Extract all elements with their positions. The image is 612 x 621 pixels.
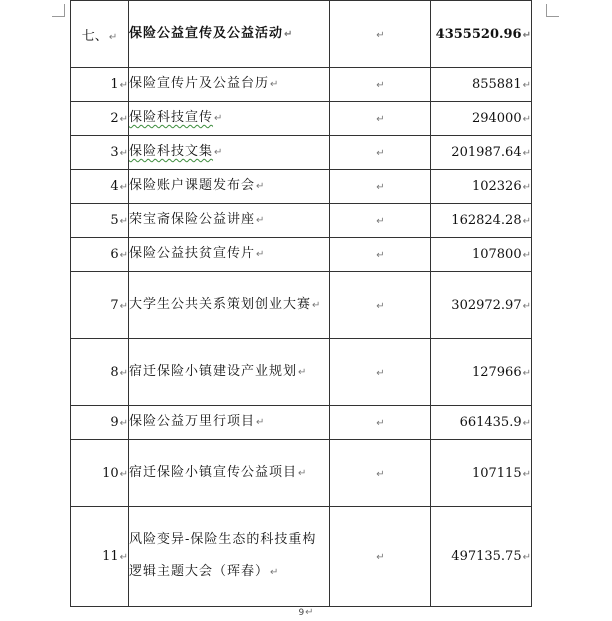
row-amount-cell [431,102,532,136]
table-row [71,272,532,339]
row-number-cell [71,102,129,136]
cell-end-mark: ↵ [376,300,385,312]
row-number-cell [71,238,129,272]
row-empty-cell [330,507,431,607]
row-number: 8 [110,364,119,380]
row-number-cell [71,406,129,440]
row-amount: 107800 [471,247,522,262]
row-empty-cell [330,339,431,406]
row-amount-cell [431,136,532,170]
paragraph-mark: ↵ [522,80,531,91]
row-number: 10 [102,465,119,481]
row-name: 保险公益万里行项目 [129,414,256,429]
section-number: 七、 [81,28,108,44]
row-empty-cell [330,440,431,507]
cell-end-mark: ↵ [376,552,385,563]
table-row [71,170,532,204]
table-row [71,507,532,607]
section-title-cell [129,1,330,68]
section-title: 保险公益宣传及公益活动 [129,25,284,41]
section-amount: 4355520.96 [435,26,522,42]
table-row [71,68,532,102]
paragraph-mark: ↵ [214,113,224,124]
cell-end-mark: ↵ [376,468,385,480]
row-amount: 107115 [471,465,522,481]
paragraph-mark: ↵ [119,114,128,125]
row-name: 保险科技文集 [129,144,214,159]
row-number-cell [71,170,129,204]
row-number-cell [71,204,129,238]
budget-table [70,0,532,607]
row-number-cell [71,440,129,507]
row-amount-cell [431,339,532,406]
table-row [71,238,532,272]
row-number-cell [71,339,129,406]
row-empty-cell [330,136,431,170]
paragraph-mark: ↵ [119,468,128,480]
table-row [71,339,532,406]
row-number: 4 [110,179,119,194]
row-number: 2 [110,111,119,126]
row-name-cell [129,238,330,272]
cell-end-mark: ↵ [376,80,385,91]
row-amount: 162824.28 [451,213,522,228]
paragraph-mark: ↵ [522,182,531,193]
row-amount-cell [431,272,532,339]
paragraph-mark: ↵ [256,249,266,260]
crop-mark-top-right [546,4,559,17]
row-number-cell [71,68,129,102]
section-empty-cell [330,1,431,68]
cell-end-mark: ↵ [376,367,385,379]
cell-end-mark: ↵ [376,250,385,261]
row-name: 风险变异-保险生态的科技重构逻辑主题大会（珲春） [129,532,317,579]
row-empty-cell [330,68,431,102]
paragraph-mark: ↵ [119,80,128,91]
paragraph-mark: ↵ [284,28,294,40]
row-empty-cell [330,272,431,339]
section-row [71,1,532,68]
row-number-cell [71,272,129,339]
row-name: 保险账户课题发布会 [129,178,256,193]
row-amount: 855881 [471,77,522,92]
cell-end-mark: ↵ [376,182,385,193]
cell-end-mark: ↵ [108,31,118,43]
row-name-cell [129,136,330,170]
row-name-cell [129,339,330,406]
paragraph-mark: ↵ [119,182,128,193]
paragraph-mark: ↵ [522,148,531,159]
paragraph-mark: ↵ [522,552,531,563]
row-name: 荣宝斋保险公益讲座 [129,212,256,227]
cell-end-mark: ↵ [376,216,385,227]
table-row [71,204,532,238]
row-amount-cell [431,170,532,204]
paragraph-mark: ↵ [522,300,531,312]
paragraph-mark: ↵ [305,607,314,618]
section-number-cell [71,1,129,68]
row-empty-cell [330,170,431,204]
table-row [71,102,532,136]
row-number: 3 [110,145,119,160]
row-amount: 294000 [471,111,522,126]
row-amount-cell [431,406,532,440]
paragraph-mark: ↵ [522,114,531,125]
row-amount: 127966 [471,364,522,380]
row-number: 11 [102,549,119,564]
row-amount-cell [431,68,532,102]
row-name: 宿迁保险小镇宣传公益项目 [129,464,298,480]
paragraph-mark: ↵ [119,216,128,227]
row-name: 保险宣传片及公益台历 [129,76,270,91]
paragraph-mark: ↵ [522,468,531,480]
row-empty-cell [330,406,431,440]
row-name-cell [129,507,330,607]
row-amount-cell [431,204,532,238]
table-row [71,406,532,440]
paragraph-mark: ↵ [256,181,266,192]
row-amount-cell [431,238,532,272]
row-name-cell [129,406,330,440]
page-number: 9 [298,608,305,618]
row-number: 5 [110,213,119,228]
row-number: 1 [110,77,119,92]
row-name-cell [129,204,330,238]
row-amount: 661435.9 [459,415,522,430]
page-footer [0,607,612,618]
paragraph-mark: ↵ [119,148,128,159]
row-empty-cell [330,102,431,136]
row-name-cell [129,440,330,507]
row-number: 6 [110,247,119,262]
row-name: 保险科技宣传 [129,110,214,125]
table-row [71,136,532,170]
paragraph-mark: ↵ [522,418,531,429]
paragraph-mark: ↵ [256,417,266,428]
row-number: 9 [110,415,119,430]
row-name: 大学生公共关系策划创业大赛 [129,296,312,312]
paragraph-mark: ↵ [119,552,128,563]
paragraph-mark: ↵ [119,367,128,379]
row-amount: 302972.97 [451,297,522,313]
row-amount-cell [431,440,532,507]
cell-end-mark: ↵ [376,114,385,125]
row-name-cell [129,68,330,102]
crop-mark-top-left [52,4,65,17]
row-name-cell [129,170,330,204]
row-amount: 201987.64 [451,145,522,160]
paragraph-mark: ↵ [522,367,531,379]
row-name: 宿迁保险小镇建设产业规划 [129,363,298,379]
row-name-cell [129,272,330,339]
row-amount: 497135.75 [451,549,522,564]
paragraph-mark: ↵ [270,79,280,90]
paragraph-mark: ↵ [522,250,531,261]
paragraph-mark: ↵ [312,299,322,311]
paragraph-mark: ↵ [298,467,308,479]
paragraph-mark: ↵ [119,418,128,429]
paragraph-mark: ↵ [256,215,266,226]
paragraph-mark: ↵ [298,366,308,378]
paragraph-mark: ↵ [119,300,128,312]
row-amount: 102326 [471,179,522,194]
cell-end-mark: ↵ [376,148,385,159]
paragraph-mark: ↵ [214,147,224,158]
paragraph-mark: ↵ [119,250,128,261]
row-number: 7 [110,297,119,313]
table-row [71,440,532,507]
cell-end-mark: ↵ [376,29,385,41]
section-amount-cell [431,1,532,68]
paragraph-mark: ↵ [270,567,280,578]
cell-end-mark: ↵ [376,418,385,429]
row-empty-cell [330,204,431,238]
row-number-cell [71,136,129,170]
row-empty-cell [330,238,431,272]
paragraph-mark: ↵ [522,216,531,227]
row-name-cell [129,102,330,136]
cell-end-mark: ↵ [522,29,531,41]
row-number-cell [71,507,129,607]
row-name: 保险公益扶贫宣传片 [129,246,256,261]
row-amount-cell [431,507,532,607]
